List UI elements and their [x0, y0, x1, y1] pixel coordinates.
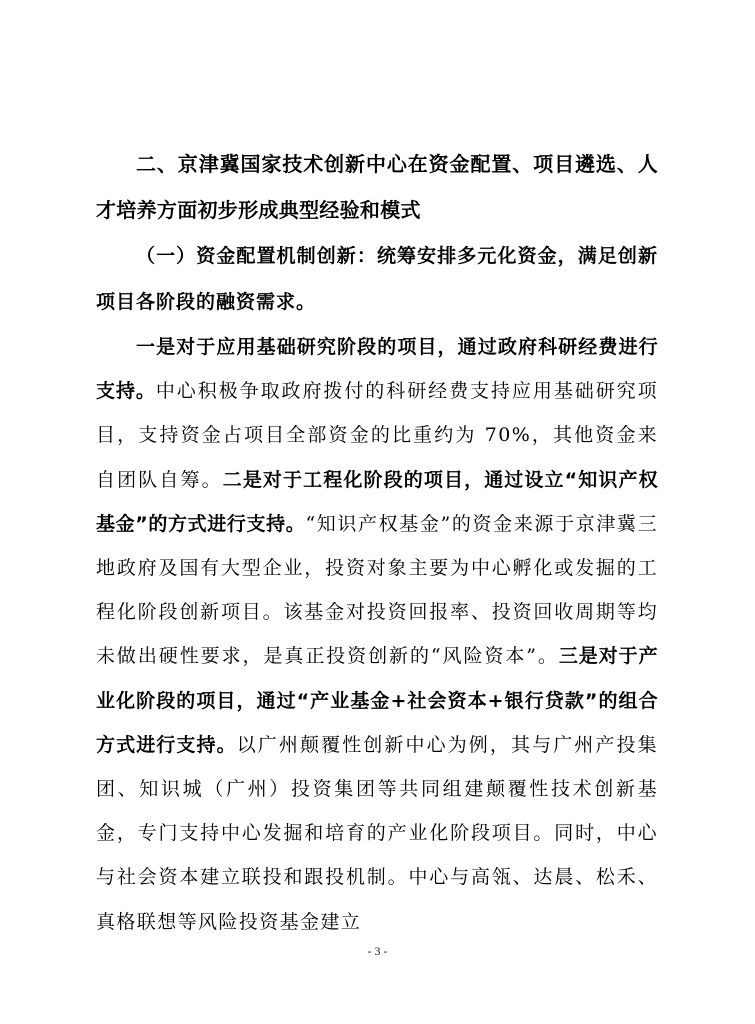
body-paragraph	[96, 325, 658, 944]
bold-lead-3: 三是对于产业化阶段的项目，通过“产业基金+社会资本+银行贷款”的组合方式进行支持。	[96, 645, 658, 756]
bold-lead-2: 二是对于工程化阶段的项目，通过设立“知识产权基金”的方式进行支持。	[96, 468, 659, 535]
section-heading: 二、京津冀国家技术创新中心在资金配置、项目遴选、人才培养方面初步形成典型经验和模式	[96, 152, 658, 222]
paragraph-text-3: 以广州颠覆性创新中心为例，其与广州产投集团、知识城（广州）投资集团等共同组建颠覆性技术创新基金，专门支持中心发掘和培育的产业化阶段项目。同时，中心与社会资本建立联投和跟投机制。中心与高瓴、达晨、松禾、真格联想等风险投资基金建立	[96, 733, 658, 933]
paragraph-text-2: “知识产权基金”的资金来源于京津冀三地政府及国有大型企业，投资对象主要为中心孵化或发掘的工程化阶段创新项目。该基金对投资回报率、投资回收周期等均未做出硬性要求，是真正投资创新的“风险资本”。	[96, 512, 658, 668]
section-subheading: （一）资金配置机制创新：统筹安排多元化资金，满足创新项目各阶段的融资需求。	[96, 245, 658, 313]
page-number: - 3 -	[367, 944, 388, 958]
document-body	[96, 141, 658, 944]
paragraph-text-1: 中心积极争取政府拨付的科研经费支持应用基础研究项目，支持资金占项目全部资金的比重约为 70%，其他资金来自团队自筹。	[96, 380, 658, 491]
bold-lead-1: 一是对于应用基础研究阶段的项目，通过政府科研经费进行支持。	[96, 336, 658, 403]
